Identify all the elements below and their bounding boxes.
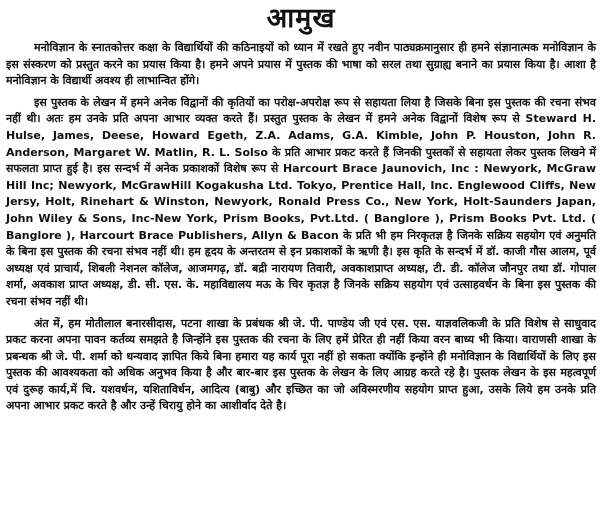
paragraph-acknowledgements: इस पुस्तक के लेखन में हमने अनेक विद्वानों की कृतियों का परोक्ष-अपरोक्ष रूप से सहायता लिया है जिसके बिना इस पुस्तक की रचना संभव नहीं थी। अतः हम उनके प्रति अपना आभार व्यक्त करते हैं। प्रस्तुत पुस्तक के लेखन में हमने अनेक विद्वानों विशेष रूप से Steward H. Hulse, James, Deese, Howard Egeth, Z.A. Adams, G.A. Kimble, John P. Houston, John R. Anderson, Margaret W. Matlin, R. L. Solso के प्रति आभार प्रकट करते हैं जिनकी पुस्तकों से सहायता लेकर पुस्तक लिखने में सफलता प्राप्त हुई है। इस सन्दर्भ में अनेक प्रकाशकों विशेष रूप से Harcourt Brace Jaunovich, Inc : Newyork, McGraw Hill Inc; Newyork, McGrawHill Kogakusha Ltd. Tokyo, Prentice Hall, Inc. Englewood Cliffs, New Jersy, Holt, Rinehart & Winston, Newyork, Ronald Press Co., New York, Holt-Saunders Japan, John Wiley & Sons, Inc-New York, Prism Books, Pvt.Ltd. ( Banglore ), Prism Books Pvt. Ltd. ( Banglore ), Harcourt Brace Publishers, Allyn & Bacon के प्रति भी हम निरकृतज्ञ है जिनके सक्रिय सहयोग एवं अनुमति के बिना इस पुस्तक की रचना संभव नहीं थी। हम हृदय के अन्तरतम से इन प्रकाशकों के ऋणी है। इस कृति के सन्दर्भ में डॉ. काजी गौस आलम, पूर्व अध्यक्ष एवं प्राचार्य, शिबली नेशनल कॉलेज, आजमगढ़, डॉ. बद्री नारायण तिवारी, अवकाशप्राप्त अध्यक्ष, टी. डी. कॉलेज जौनपुर तथा डॉ. गोपाल शर्मा, अवकाश प्राप्त अध्यक्ष, डी. सी. एस. के. महाविद्यालय मऊ के चिर कृतज्ञ है जिनके सक्रिय सहयोग एवं उत्साहवर्धन के बिना इस पुस्तक की रचना संभव नहीं थी। bbox=[6, 95, 596, 308]
page-title: आमुख bbox=[266, 3, 336, 34]
paragraph-closing: अंत में, हम मोतीलाल बनारसीदास, पटना शाखा के प्रबंधक श्री जे. पी. पाण्डेय जी एवं एस. एस. याज्ञवलिकजी के प्रति विशेष से साधुवाद प्रकट करना अपना पावन कर्तव्य समझते है जिन्होंने इस पुस्तक की रचना के लिए हमें प्रेरित ही नहीं किया वरन बाध्य भी किया। वाराणसी शाखा के प्रबन्धक श्री जे. पी. शर्मा को धन्यवाद ज्ञापित किये बिना हमारा यह कार्य पूरा नहीं हो सकता क्योंकि इन्होंने ही मनोविज्ञान के विद्यार्थियों के लिए इस पुस्तक की आवश्यकता को अधिक अनुभव किया है और बार-बार इस पुस्तक के लेखन के लिए आग्रह करते रहे है। पुस्तक लेखन के इस महत्वपूर्ण एवं दुरूह कार्य,में चि. यशवर्धन, यशिताविर्धन, आदित्य (बाबु) और इच्छित का जो अविस्मरणीय सहयोग प्राप्त हुआ, उसके लिये हम उनके प्रति अपना आभार प्रकट करते है और उन्हें चिरायु होने का आशीर्वाद देते है। bbox=[6, 316, 596, 413]
paragraph-intro: मनोविज्ञान के स्नातकोत्तर कक्षा के विद्यार्थियों की कठिनाइयों को ध्यान में रखते हुए नवीन पाठ्यक्रमानुसार ही हमने संज्ञानात्मक मनोविज्ञान के इस संस्करण को प्रस्तुत करने का प्रयास किया है। हमने अपने प्रयास में पुस्तक की भाषा को सरल तथा सुग्राह्य बनाने का प्रयास किया है। आशा है मनोविज्ञान के विद्यार्थी अवश्य ही लाभान्वित होंगे। bbox=[6, 41, 596, 88]
